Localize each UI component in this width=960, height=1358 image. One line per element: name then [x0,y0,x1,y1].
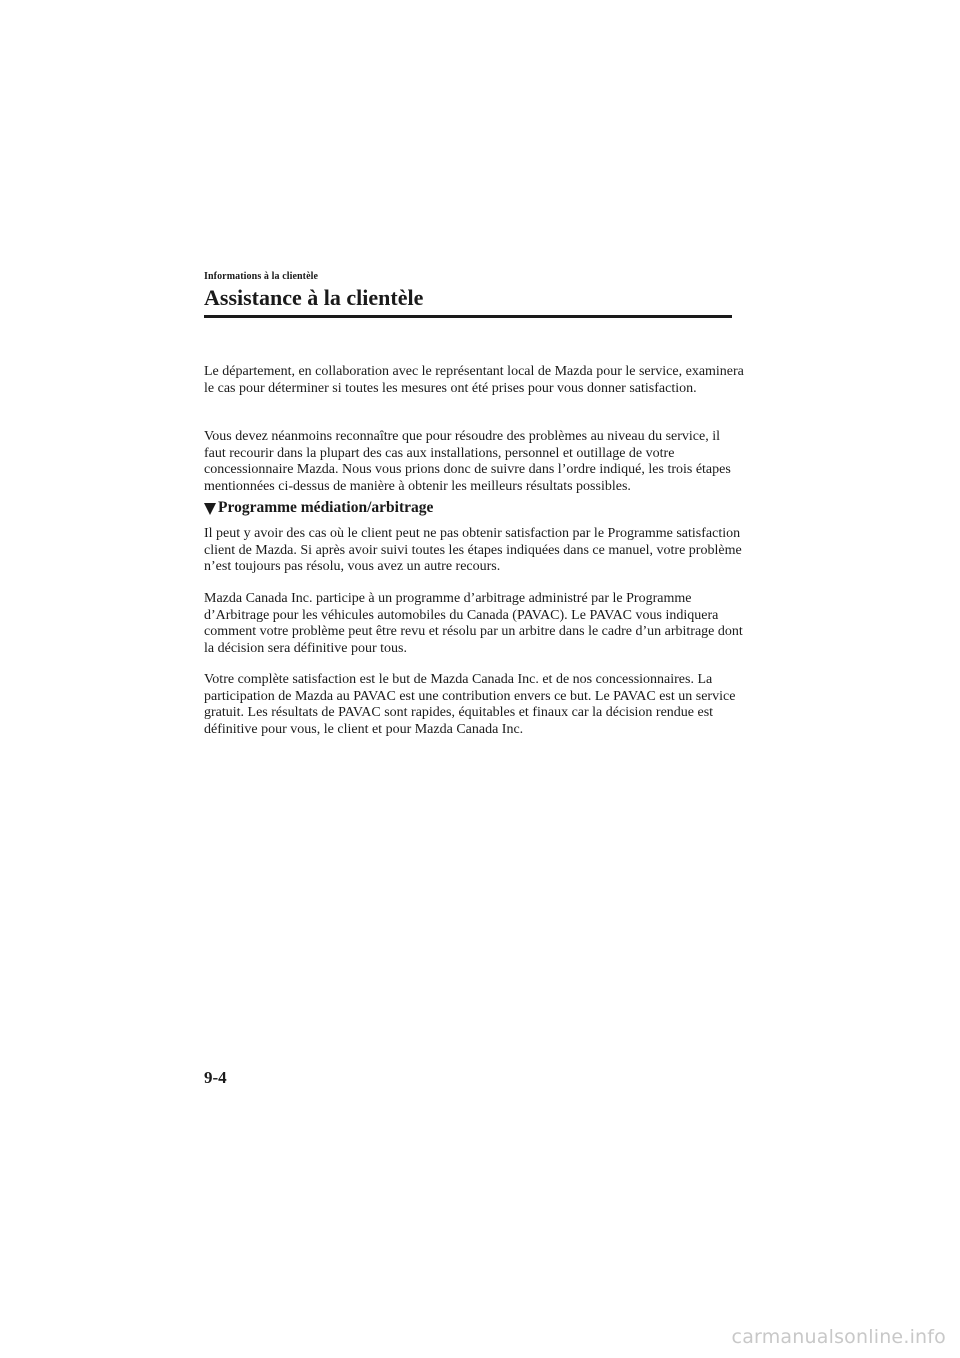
watermark: carmanualsonline.info [731,1326,946,1348]
section-kicker: Informations à la clientèle [204,271,319,282]
paragraph-mediation: Il peut y avoir des cas où le client peut ne pas obtenir satisfaction par le Programme satisfaction client de Mazda. Si après avoir suivi toutes les étapes indiquées dans ce manuel, votre problème n’est toujours pas résolu, vous avez un autre recours. [204,526,742,574]
page-number: 9-4 [204,1068,227,1087]
triangle-down-icon [204,503,216,515]
title-rule [204,315,732,318]
section-heading-label: Programme médiation/arbitrage [218,499,434,516]
paragraph-service-steps: Vous devez néanmoins reconnaître que pour résoudre des problèmes au niveau du service, il faut recourir dans la plupart des cas aux installations, personnel et outillage de votre concessionnaire Mazda. Nous vous prions donc de suivre dans l’ordre indiqué, les trois étapes mentionnées ci-dessus de manière à obtenir les meilleurs résultats possibles. [204,429,731,494]
section-heading [204,498,433,518]
paragraph-department: Le département, en collaboration avec le représentant local de Mazda pour le service, examinera le cas pour déterminer si toutes les mesures ont été prises pour vous donner satisfaction. [204,364,744,396]
paragraph-satisfaction: Votre complète satisfaction est le but de Mazda Canada Inc. et de nos concessionnaires. La participation de Mazda au PAVAC est une contribution envers ce but. Le PAVAC est un service gratuit. Les résultats de PAVAC sont rapides, équitables et finaux car la décision rendue est définitive pour vous, le client et pour Mazda Canada Inc. [204,672,736,737]
page-title: Assistance à la clientèle [204,285,424,310]
paragraph-pavac: Mazda Canada Inc. participe à un programme d’arbitrage administré par le Programme d’Arbitrage pour les véhicules automobiles du Canada (PAVAC). Le PAVAC vous indiquera comment votre problème peut être revu et résolu par un arbitre dans le cadre d’un arbitrage dont la décision sera définitive pour tous. [204,591,743,656]
